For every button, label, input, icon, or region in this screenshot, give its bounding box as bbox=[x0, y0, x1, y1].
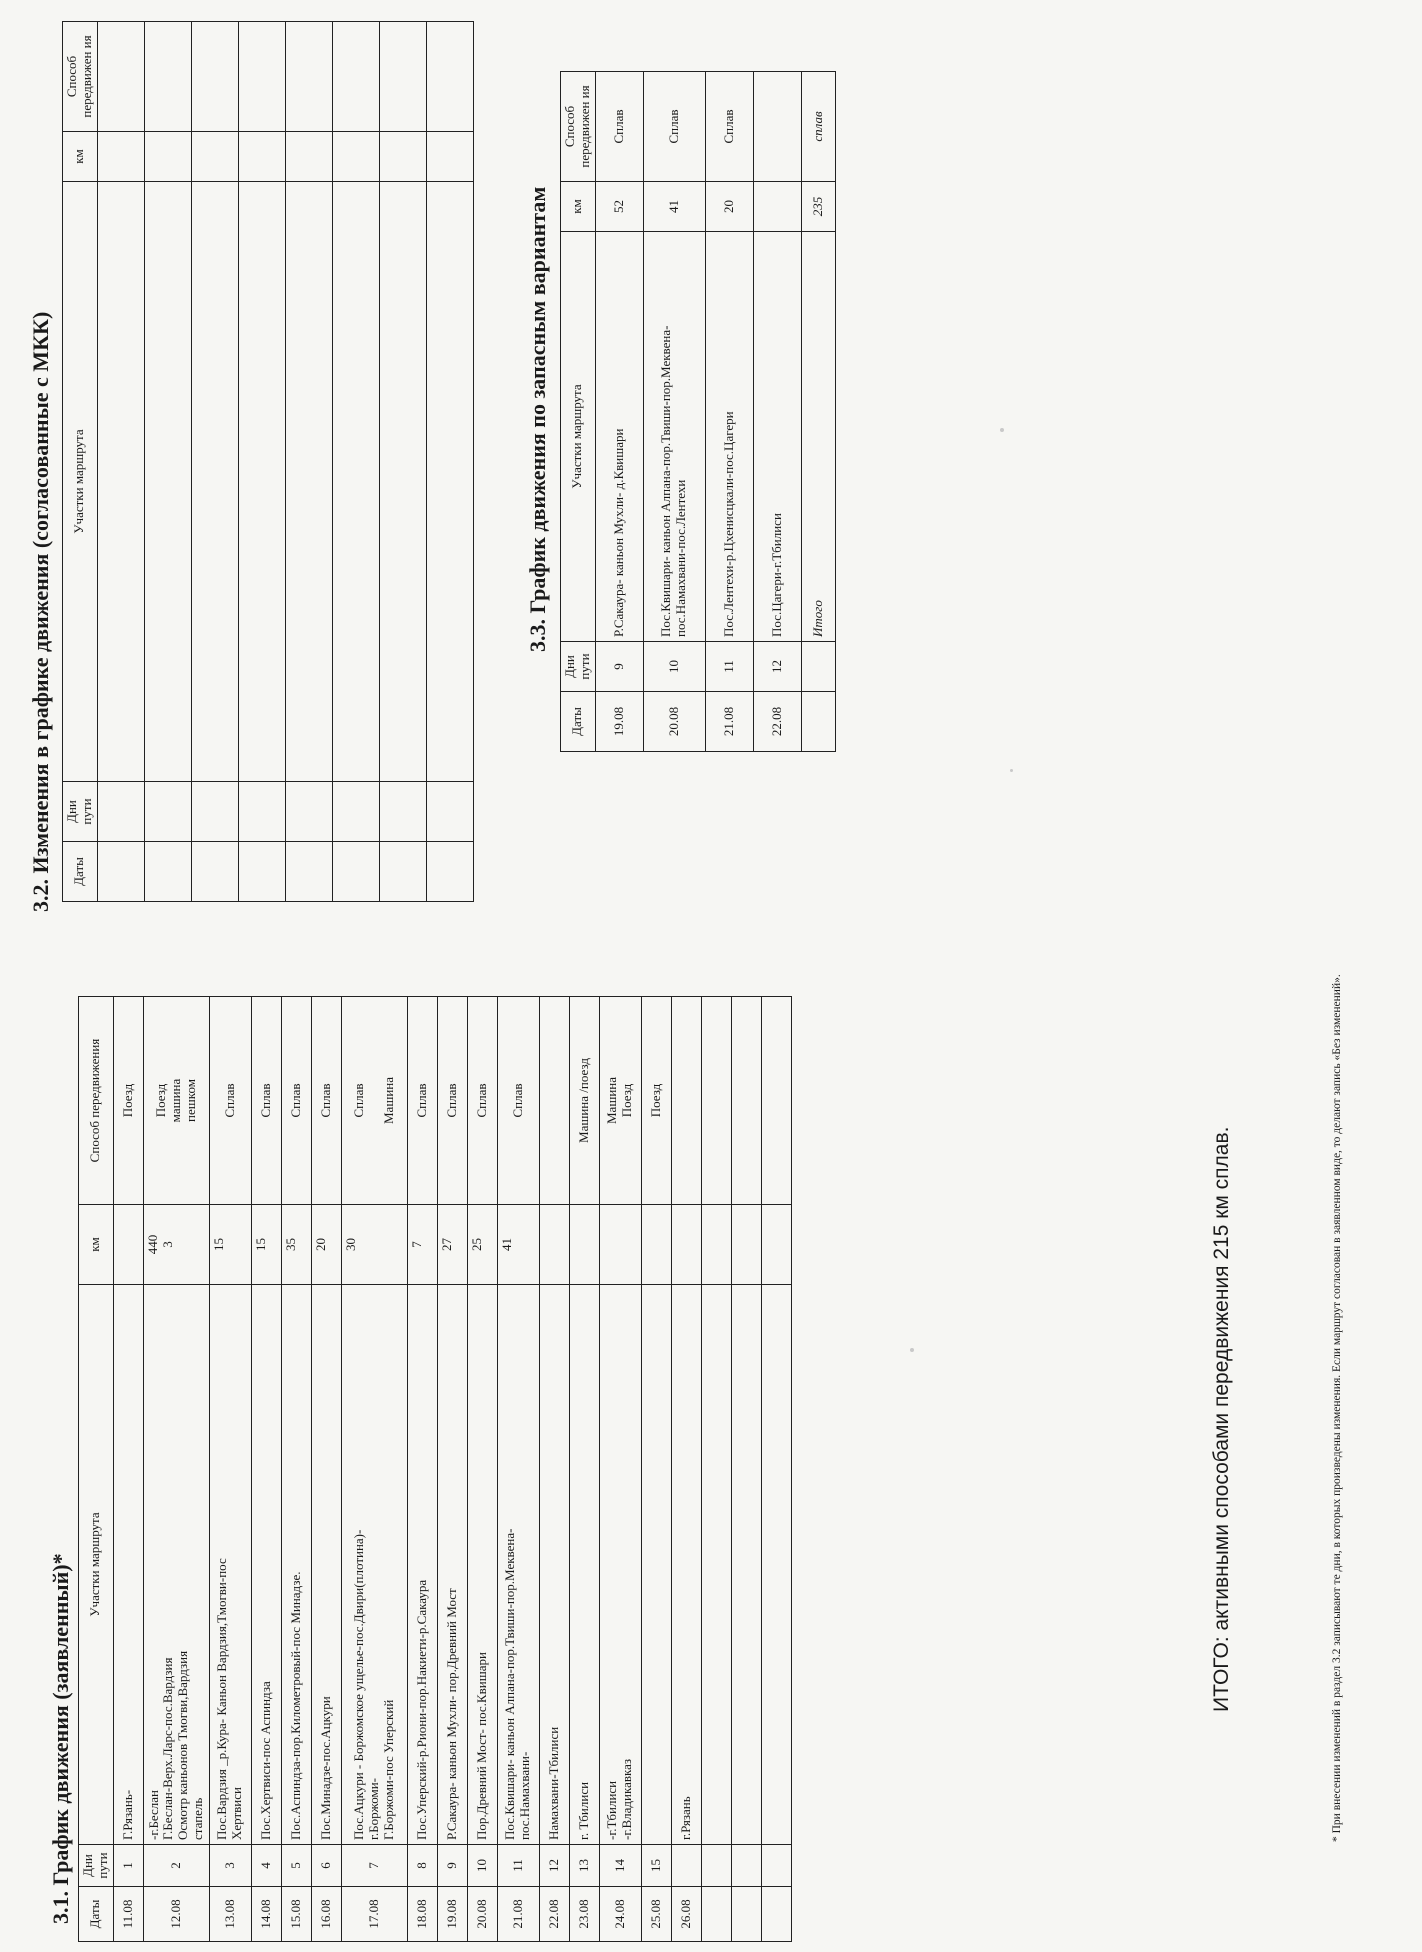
table-row bbox=[467, 997, 497, 1942]
day-cell: 2 bbox=[143, 1845, 209, 1887]
route-cell: Пос.Уперский-р.Риони-пор.Накиети-р.Сакаура bbox=[407, 1285, 437, 1845]
day-cell bbox=[144, 782, 191, 842]
mode-cell bbox=[97, 22, 144, 132]
table-row bbox=[569, 997, 599, 1942]
mode-cell bbox=[539, 997, 569, 1205]
mode-cell: Сплав bbox=[497, 997, 539, 1205]
km-cell: 440 3 bbox=[143, 1205, 209, 1285]
column-header-mode: Способ передвижения bbox=[79, 997, 114, 1205]
km-cell bbox=[97, 132, 144, 182]
mode-cell bbox=[701, 997, 731, 1205]
route-cell: Р.Сакаура- каньон Мухли- д.Квишари bbox=[595, 232, 643, 642]
footnote-text: * При внесении изменений в раздел 3.2 записывают те дни, в которых произведены изменения. Если маршрут согласован в заявленном виде, то делают запись «Без изменений». bbox=[1331, 974, 1343, 1842]
total-km-cell: 235 bbox=[801, 182, 835, 232]
date-cell: 25.08 bbox=[641, 1887, 671, 1942]
route-cell: Р.Сакаура- каньон Мухли- пор.Древний Мост bbox=[437, 1285, 467, 1845]
table-row bbox=[731, 997, 761, 1942]
table-row bbox=[599, 997, 641, 1942]
table-row bbox=[113, 997, 143, 1942]
section-3-1 bbox=[48, 1553, 74, 1924]
mode-cell: Машина Поезд bbox=[599, 997, 641, 1205]
route-cell bbox=[701, 1285, 731, 1845]
km-cell bbox=[238, 132, 285, 182]
date-cell bbox=[238, 842, 285, 902]
route-cell: Пос.Минадзе-пос.Ацкури bbox=[311, 1285, 341, 1845]
changes-table-wrap bbox=[62, 21, 474, 902]
column-header-route: Участки маршрута bbox=[561, 232, 596, 642]
table-row bbox=[595, 72, 643, 752]
table-row bbox=[761, 997, 791, 1942]
route-cell bbox=[379, 182, 426, 782]
section-3-1-title: 3.1. График движения (заявленный)* bbox=[48, 1553, 73, 1924]
table-header-row bbox=[561, 72, 596, 752]
km-cell: 41 bbox=[643, 182, 705, 232]
day-cell: 10 bbox=[643, 642, 705, 692]
km-cell bbox=[753, 182, 801, 232]
km-cell bbox=[144, 132, 191, 182]
day-cell: 8 bbox=[407, 1845, 437, 1887]
column-header-mode: Способ передвижен ия bbox=[63, 22, 98, 132]
route-cell bbox=[144, 182, 191, 782]
table-row bbox=[753, 72, 801, 752]
km-cell bbox=[285, 132, 332, 182]
km-cell bbox=[569, 1205, 599, 1285]
column-header-date: Даты bbox=[79, 1887, 114, 1942]
day-cell bbox=[238, 782, 285, 842]
total-mode-cell: сплав bbox=[801, 72, 835, 182]
mode-cell bbox=[761, 997, 791, 1205]
date-cell: 18.08 bbox=[407, 1887, 437, 1942]
date-cell bbox=[97, 842, 144, 902]
itogo-summary bbox=[1210, 1127, 1234, 1712]
column-header-mode: Способ передвижен ия bbox=[561, 72, 596, 182]
table-row bbox=[701, 997, 731, 1942]
route-cell: Пос.Вардзия _р.Кура- Каньон Вардзия,Тмогви-пос Хертвиси bbox=[209, 1285, 251, 1845]
km-cell bbox=[641, 1205, 671, 1285]
km-cell: 35 bbox=[281, 1205, 311, 1285]
date-cell bbox=[191, 842, 238, 902]
date-cell bbox=[731, 1887, 761, 1942]
section-3-2 bbox=[28, 312, 54, 912]
route-cell bbox=[731, 1285, 761, 1845]
declared-schedule-table bbox=[78, 996, 792, 1942]
column-header-day: Дни пути bbox=[79, 1845, 114, 1887]
itogo-text: ИТОГО: активными способами передвижения 215 км сплав. bbox=[1210, 1126, 1233, 1712]
date-cell: 17.08 bbox=[341, 1887, 407, 1942]
date-cell: 21.08 bbox=[497, 1887, 539, 1942]
table-row bbox=[641, 997, 671, 1942]
column-header-km: км bbox=[79, 1205, 114, 1285]
column-header-km: км bbox=[63, 132, 98, 182]
route-cell: Пор.Древний Мост- пос.Квишари bbox=[467, 1285, 497, 1845]
mode-cell: Сплав Машина bbox=[341, 997, 407, 1205]
mode-cell: Сплав bbox=[467, 997, 497, 1205]
table-row bbox=[251, 997, 281, 1942]
km-cell: 15 bbox=[209, 1205, 251, 1285]
mode-cell bbox=[379, 22, 426, 132]
day-cell: 14 bbox=[599, 1845, 641, 1887]
table-row bbox=[705, 72, 753, 752]
table-row bbox=[643, 72, 705, 752]
route-cell: Пос.Цагери-г.Тбилиси bbox=[753, 232, 801, 642]
km-cell bbox=[426, 132, 473, 182]
section-3-2-title: 3.2. Изменения в графике движения (согласованные с МКК) bbox=[28, 311, 53, 912]
column-header-date: Даты bbox=[561, 692, 596, 752]
route-cell: Намахвани-Тбилиси bbox=[539, 1285, 569, 1845]
mode-cell bbox=[144, 22, 191, 132]
date-cell: 26.08 bbox=[671, 1887, 701, 1942]
route-cell bbox=[761, 1285, 791, 1845]
table-row bbox=[497, 997, 539, 1942]
table-row bbox=[379, 22, 426, 902]
route-cell bbox=[191, 182, 238, 782]
date-cell: 12.08 bbox=[143, 1887, 209, 1942]
route-cell: Пос.Лентехи-р.Цхенисцкали-пос.Цагери bbox=[705, 232, 753, 642]
mode-cell bbox=[285, 22, 332, 132]
table-row bbox=[209, 997, 251, 1942]
date-cell: 13.08 bbox=[209, 1887, 251, 1942]
table-row bbox=[407, 997, 437, 1942]
section-3-3 bbox=[525, 187, 551, 652]
route-cell: Пос.Ацкури - Боржомское ущелье-пос.Двири(плотина)- г.Боржоми- Г.Боржоми-пос Уперский bbox=[341, 1285, 407, 1845]
route-cell: -г.Тбилиси -г.Владикавказ bbox=[599, 1285, 641, 1845]
table-row bbox=[285, 22, 332, 902]
km-cell: 15 bbox=[251, 1205, 281, 1285]
route-cell: Пос.Квишари- каньон Алпана-пор.Твиши-пор.Меквена- пос.Намахвани- bbox=[497, 1285, 539, 1845]
table-row bbox=[311, 997, 341, 1942]
table-row bbox=[281, 997, 311, 1942]
day-cell: 5 bbox=[281, 1845, 311, 1887]
day-cell bbox=[801, 642, 835, 692]
km-cell: 25 bbox=[467, 1205, 497, 1285]
section-3-3-title: 3.3. График движения по запасным вариантам bbox=[525, 186, 550, 652]
date-cell: 23.08 bbox=[569, 1887, 599, 1942]
date-cell: 16.08 bbox=[311, 1887, 341, 1942]
column-header-date: Даты bbox=[63, 842, 98, 902]
route-cell bbox=[285, 182, 332, 782]
day-cell: 7 bbox=[341, 1845, 407, 1887]
mode-cell: Сплав bbox=[311, 997, 341, 1205]
km-cell: 52 bbox=[595, 182, 643, 232]
day-cell: 13 bbox=[569, 1845, 599, 1887]
km-cell: 41 bbox=[497, 1205, 539, 1285]
day-cell bbox=[761, 1845, 791, 1887]
table-header-row bbox=[63, 22, 98, 902]
mode-cell: Сплав bbox=[251, 997, 281, 1205]
mode-cell: Сплав bbox=[643, 72, 705, 182]
date-cell: 24.08 bbox=[599, 1887, 641, 1942]
date-cell bbox=[285, 842, 332, 902]
mode-cell bbox=[238, 22, 285, 132]
mode-cell bbox=[426, 22, 473, 132]
day-cell: 3 bbox=[209, 1845, 251, 1887]
table-row bbox=[238, 22, 285, 902]
reserve-schedule-table bbox=[560, 71, 836, 752]
day-cell: 12 bbox=[539, 1845, 569, 1887]
column-header-day: Дни пути bbox=[63, 782, 98, 842]
date-cell bbox=[379, 842, 426, 902]
km-cell: 30 bbox=[341, 1205, 407, 1285]
column-header-km: км bbox=[561, 182, 596, 232]
date-cell bbox=[426, 842, 473, 902]
mode-cell bbox=[332, 22, 379, 132]
date-cell bbox=[801, 692, 835, 752]
table-row bbox=[97, 22, 144, 902]
day-cell: 11 bbox=[497, 1845, 539, 1887]
date-cell bbox=[761, 1887, 791, 1942]
mode-cell: Сплав bbox=[437, 997, 467, 1205]
mode-cell: Сплав bbox=[281, 997, 311, 1205]
km-cell bbox=[539, 1205, 569, 1285]
km-cell: 20 bbox=[705, 182, 753, 232]
date-cell bbox=[332, 842, 379, 902]
km-cell bbox=[731, 1205, 761, 1285]
date-cell: 11.08 bbox=[113, 1887, 143, 1942]
column-header-route: Участки маршрута bbox=[79, 1285, 114, 1845]
route-cell: Пос.Квишари- каньон Алпана-пор.Твиши-пор.Меквена- пос.Намахвани-пос.Лентехи bbox=[643, 232, 705, 642]
table-row bbox=[332, 22, 379, 902]
table-row bbox=[191, 22, 238, 902]
day-cell bbox=[701, 1845, 731, 1887]
mode-cell bbox=[753, 72, 801, 182]
date-cell: 20.08 bbox=[643, 692, 705, 752]
date-cell: 22.08 bbox=[539, 1887, 569, 1942]
route-cell bbox=[97, 182, 144, 782]
total-label-cell: Итого bbox=[801, 232, 835, 642]
km-cell bbox=[761, 1205, 791, 1285]
footnote-block bbox=[1330, 922, 1345, 1842]
date-cell: 22.08 bbox=[753, 692, 801, 752]
date-cell bbox=[701, 1887, 731, 1942]
table-header-row bbox=[79, 997, 114, 1942]
day-cell: 10 bbox=[467, 1845, 497, 1887]
table-row bbox=[671, 997, 701, 1942]
mode-cell bbox=[191, 22, 238, 132]
date-cell: 21.08 bbox=[705, 692, 753, 752]
day-cell bbox=[671, 1845, 701, 1887]
mode-cell: Поезд bbox=[641, 997, 671, 1205]
day-cell: 1 bbox=[113, 1845, 143, 1887]
mode-cell: Сплав bbox=[595, 72, 643, 182]
table-row bbox=[143, 997, 209, 1942]
date-cell: 19.08 bbox=[595, 692, 643, 752]
total-row bbox=[801, 72, 835, 752]
date-cell: 20.08 bbox=[467, 1887, 497, 1942]
day-cell bbox=[426, 782, 473, 842]
date-cell: 15.08 bbox=[281, 1887, 311, 1942]
km-cell bbox=[599, 1205, 641, 1285]
reserve-table-wrap bbox=[560, 71, 836, 752]
day-cell: 11 bbox=[705, 642, 753, 692]
day-cell: 4 bbox=[251, 1845, 281, 1887]
km-cell bbox=[191, 132, 238, 182]
route-cell: Г.Рязань- bbox=[113, 1285, 143, 1845]
km-cell: 20 bbox=[311, 1205, 341, 1285]
day-cell: 15 bbox=[641, 1845, 671, 1887]
date-cell: 19.08 bbox=[437, 1887, 467, 1942]
mode-cell: Машина /поезд bbox=[569, 997, 599, 1205]
changes-table bbox=[62, 21, 474, 902]
km-cell bbox=[701, 1205, 731, 1285]
km-cell bbox=[671, 1205, 701, 1285]
route-cell bbox=[641, 1285, 671, 1845]
day-cell bbox=[332, 782, 379, 842]
day-cell bbox=[191, 782, 238, 842]
table-row bbox=[341, 997, 407, 1942]
day-cell: 9 bbox=[595, 642, 643, 692]
column-header-route: Участки маршрута bbox=[63, 182, 98, 782]
km-cell bbox=[332, 132, 379, 182]
route-cell: Пос.Хертвиси-пос Аспиндза bbox=[251, 1285, 281, 1845]
day-cell bbox=[731, 1845, 761, 1887]
table-row bbox=[144, 22, 191, 902]
table-row bbox=[437, 997, 467, 1942]
column-header-day: Дни пути bbox=[561, 642, 596, 692]
day-cell bbox=[379, 782, 426, 842]
mode-cell: Сплав bbox=[705, 72, 753, 182]
table-row bbox=[539, 997, 569, 1942]
mode-cell: Поезд bbox=[113, 997, 143, 1205]
date-cell: 14.08 bbox=[251, 1887, 281, 1942]
mode-cell: Сплав bbox=[209, 997, 251, 1205]
day-cell: 6 bbox=[311, 1845, 341, 1887]
route-cell bbox=[238, 182, 285, 782]
mode-cell bbox=[671, 997, 701, 1205]
schedule-table-wrap bbox=[78, 996, 792, 1942]
scan-speck bbox=[1010, 769, 1013, 772]
km-cell bbox=[379, 132, 426, 182]
route-cell: г.Рязань bbox=[671, 1285, 701, 1845]
day-cell bbox=[97, 782, 144, 842]
km-cell bbox=[113, 1205, 143, 1285]
km-cell: 27 bbox=[437, 1205, 467, 1285]
mode-cell bbox=[731, 997, 761, 1205]
day-cell: 9 bbox=[437, 1845, 467, 1887]
route-cell: г. Тбилиси bbox=[569, 1285, 599, 1845]
scan-speck bbox=[910, 1348, 914, 1352]
day-cell: 12 bbox=[753, 642, 801, 692]
route-cell bbox=[332, 182, 379, 782]
km-cell: 7 bbox=[407, 1205, 437, 1285]
table-row bbox=[426, 22, 473, 902]
route-cell: Пос.Аспиндза-пор.Километровый-пос Минадзе. bbox=[281, 1285, 311, 1845]
day-cell bbox=[285, 782, 332, 842]
route-cell: -г.Беслан Г.Беслан-Верх.Ларс-пос.Вардзия Осмотр каньонов Тмогви,Вардзия стапель bbox=[143, 1285, 209, 1845]
date-cell bbox=[144, 842, 191, 902]
scan-speck bbox=[1000, 428, 1004, 432]
mode-cell: Поезд машина пешком bbox=[143, 997, 209, 1205]
route-cell bbox=[426, 182, 473, 782]
mode-cell: Сплав bbox=[407, 997, 437, 1205]
